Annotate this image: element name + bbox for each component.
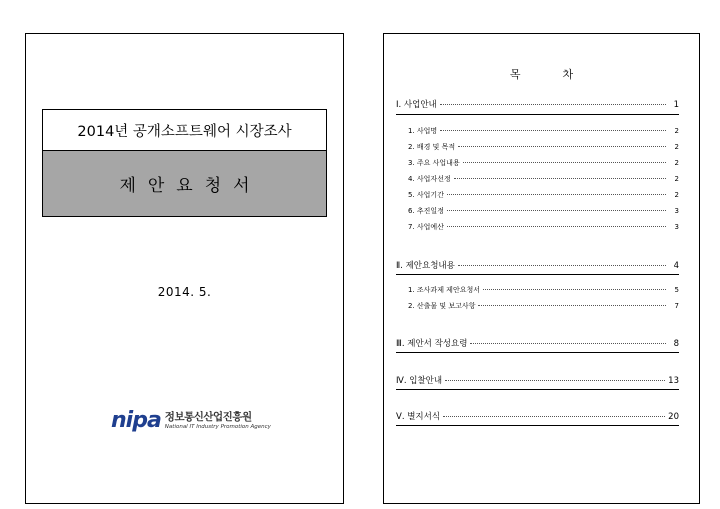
toc-entry-label: Ⅰ. 사업안내: [396, 100, 437, 110]
toc-entry-label: 7. 사업예산: [408, 223, 444, 231]
toc-leader: [440, 104, 666, 105]
toc-leader: [458, 146, 666, 147]
logo-name-kr: 정보통신산업진흥원: [164, 411, 252, 423]
toc-entry-label: 4. 사업자선정: [408, 175, 451, 183]
toc-entry-page: 3: [674, 207, 679, 215]
toc-entry-page: 5: [674, 286, 679, 294]
toc-entry-label: 3. 주요 사업내용: [408, 159, 460, 167]
toc-entry-label: 6. 추진일정: [408, 207, 444, 215]
toc-leader: [443, 416, 665, 417]
title-box: [42, 109, 327, 217]
toc-entry[interactable]: [408, 142, 679, 152]
toc-leader: [478, 305, 666, 306]
toc-entry-label: 2. 산출물 및 보고사항: [408, 302, 476, 310]
toc-leader: [463, 162, 666, 163]
toc-entry[interactable]: [408, 174, 679, 184]
toc-entry-page: 1: [673, 100, 679, 110]
toc-entry-label: Ⅲ. 제안서 작성요령: [396, 339, 468, 349]
document-title: 2014년 공개소프트웨어 시장조사: [43, 110, 326, 151]
toc-entry-page: 7: [674, 302, 679, 310]
document-date: 2014. 5.: [157, 285, 212, 299]
toc-leader: [483, 289, 666, 290]
toc-entry-label: 1. 조사과제 제안요청서: [408, 286, 480, 294]
toc-entry[interactable]: [408, 222, 679, 232]
toc-entry[interactable]: [408, 285, 679, 295]
toc-leader: [447, 194, 666, 195]
toc-entry-section-4[interactable]: [396, 374, 679, 386]
toc-entry-section-1[interactable]: [396, 98, 679, 110]
toc-leader: [470, 343, 666, 344]
toc-entry-section-3[interactable]: [396, 337, 679, 349]
toc-entry-page: 13: [668, 376, 679, 386]
toc-entry-page: 8: [673, 339, 679, 349]
toc-entry-label: Ⅱ. 제안요청내용: [396, 261, 455, 271]
toc-leader: [445, 380, 665, 381]
toc-entry-label: 1. 사업명: [408, 127, 438, 135]
logo-name-en: National IT Industry Promotion Agency: [164, 423, 271, 430]
document-subtitle: 제안요청서: [43, 151, 326, 216]
toc-entry[interactable]: [408, 158, 679, 168]
toc-entry-page: 20: [668, 412, 679, 422]
toc-entry-page: 2: [674, 159, 679, 167]
section-divider: [396, 114, 679, 115]
toc-entry[interactable]: [408, 126, 679, 136]
nipa-logo: [111, 406, 271, 436]
toc-entry-label: Ⅳ. 입찰안내: [396, 376, 443, 386]
toc-heading: [384, 66, 699, 82]
toc-entry-label: 2. 배경 및 목적: [408, 143, 456, 151]
toc-entry-page: 2: [674, 191, 679, 199]
toc-entry-label: Ⅴ. 별지서식: [396, 412, 441, 422]
toc-leader: [458, 265, 666, 266]
section-divider: [396, 389, 679, 390]
toc-leader: [440, 130, 666, 131]
toc-entry-page: 3: [674, 223, 679, 231]
toc-entry-page: 2: [674, 143, 679, 151]
toc-entry-label: 5. 사업기간: [408, 191, 444, 199]
toc-entry-page: 4: [673, 261, 679, 271]
toc-page: [383, 33, 700, 504]
toc-entry-page: 2: [674, 175, 679, 183]
toc-heading-char-1: 목: [509, 68, 521, 81]
toc-heading-char-2: 차: [562, 68, 574, 81]
toc-entry-page: 2: [674, 127, 679, 135]
logo-mark: nipa: [111, 408, 161, 433]
toc-entry-section-2[interactable]: [396, 259, 679, 271]
section-divider: [396, 274, 679, 275]
toc-leader: [447, 210, 666, 211]
toc-entry[interactable]: [408, 206, 679, 216]
toc-leader: [454, 178, 666, 179]
section-divider: [396, 425, 679, 426]
toc-entry-section-5[interactable]: [396, 410, 679, 422]
toc-leader: [447, 226, 666, 227]
toc-entry[interactable]: [408, 301, 679, 311]
section-divider: [396, 352, 679, 353]
toc-entry[interactable]: [408, 190, 679, 200]
cover-page: [25, 33, 344, 504]
